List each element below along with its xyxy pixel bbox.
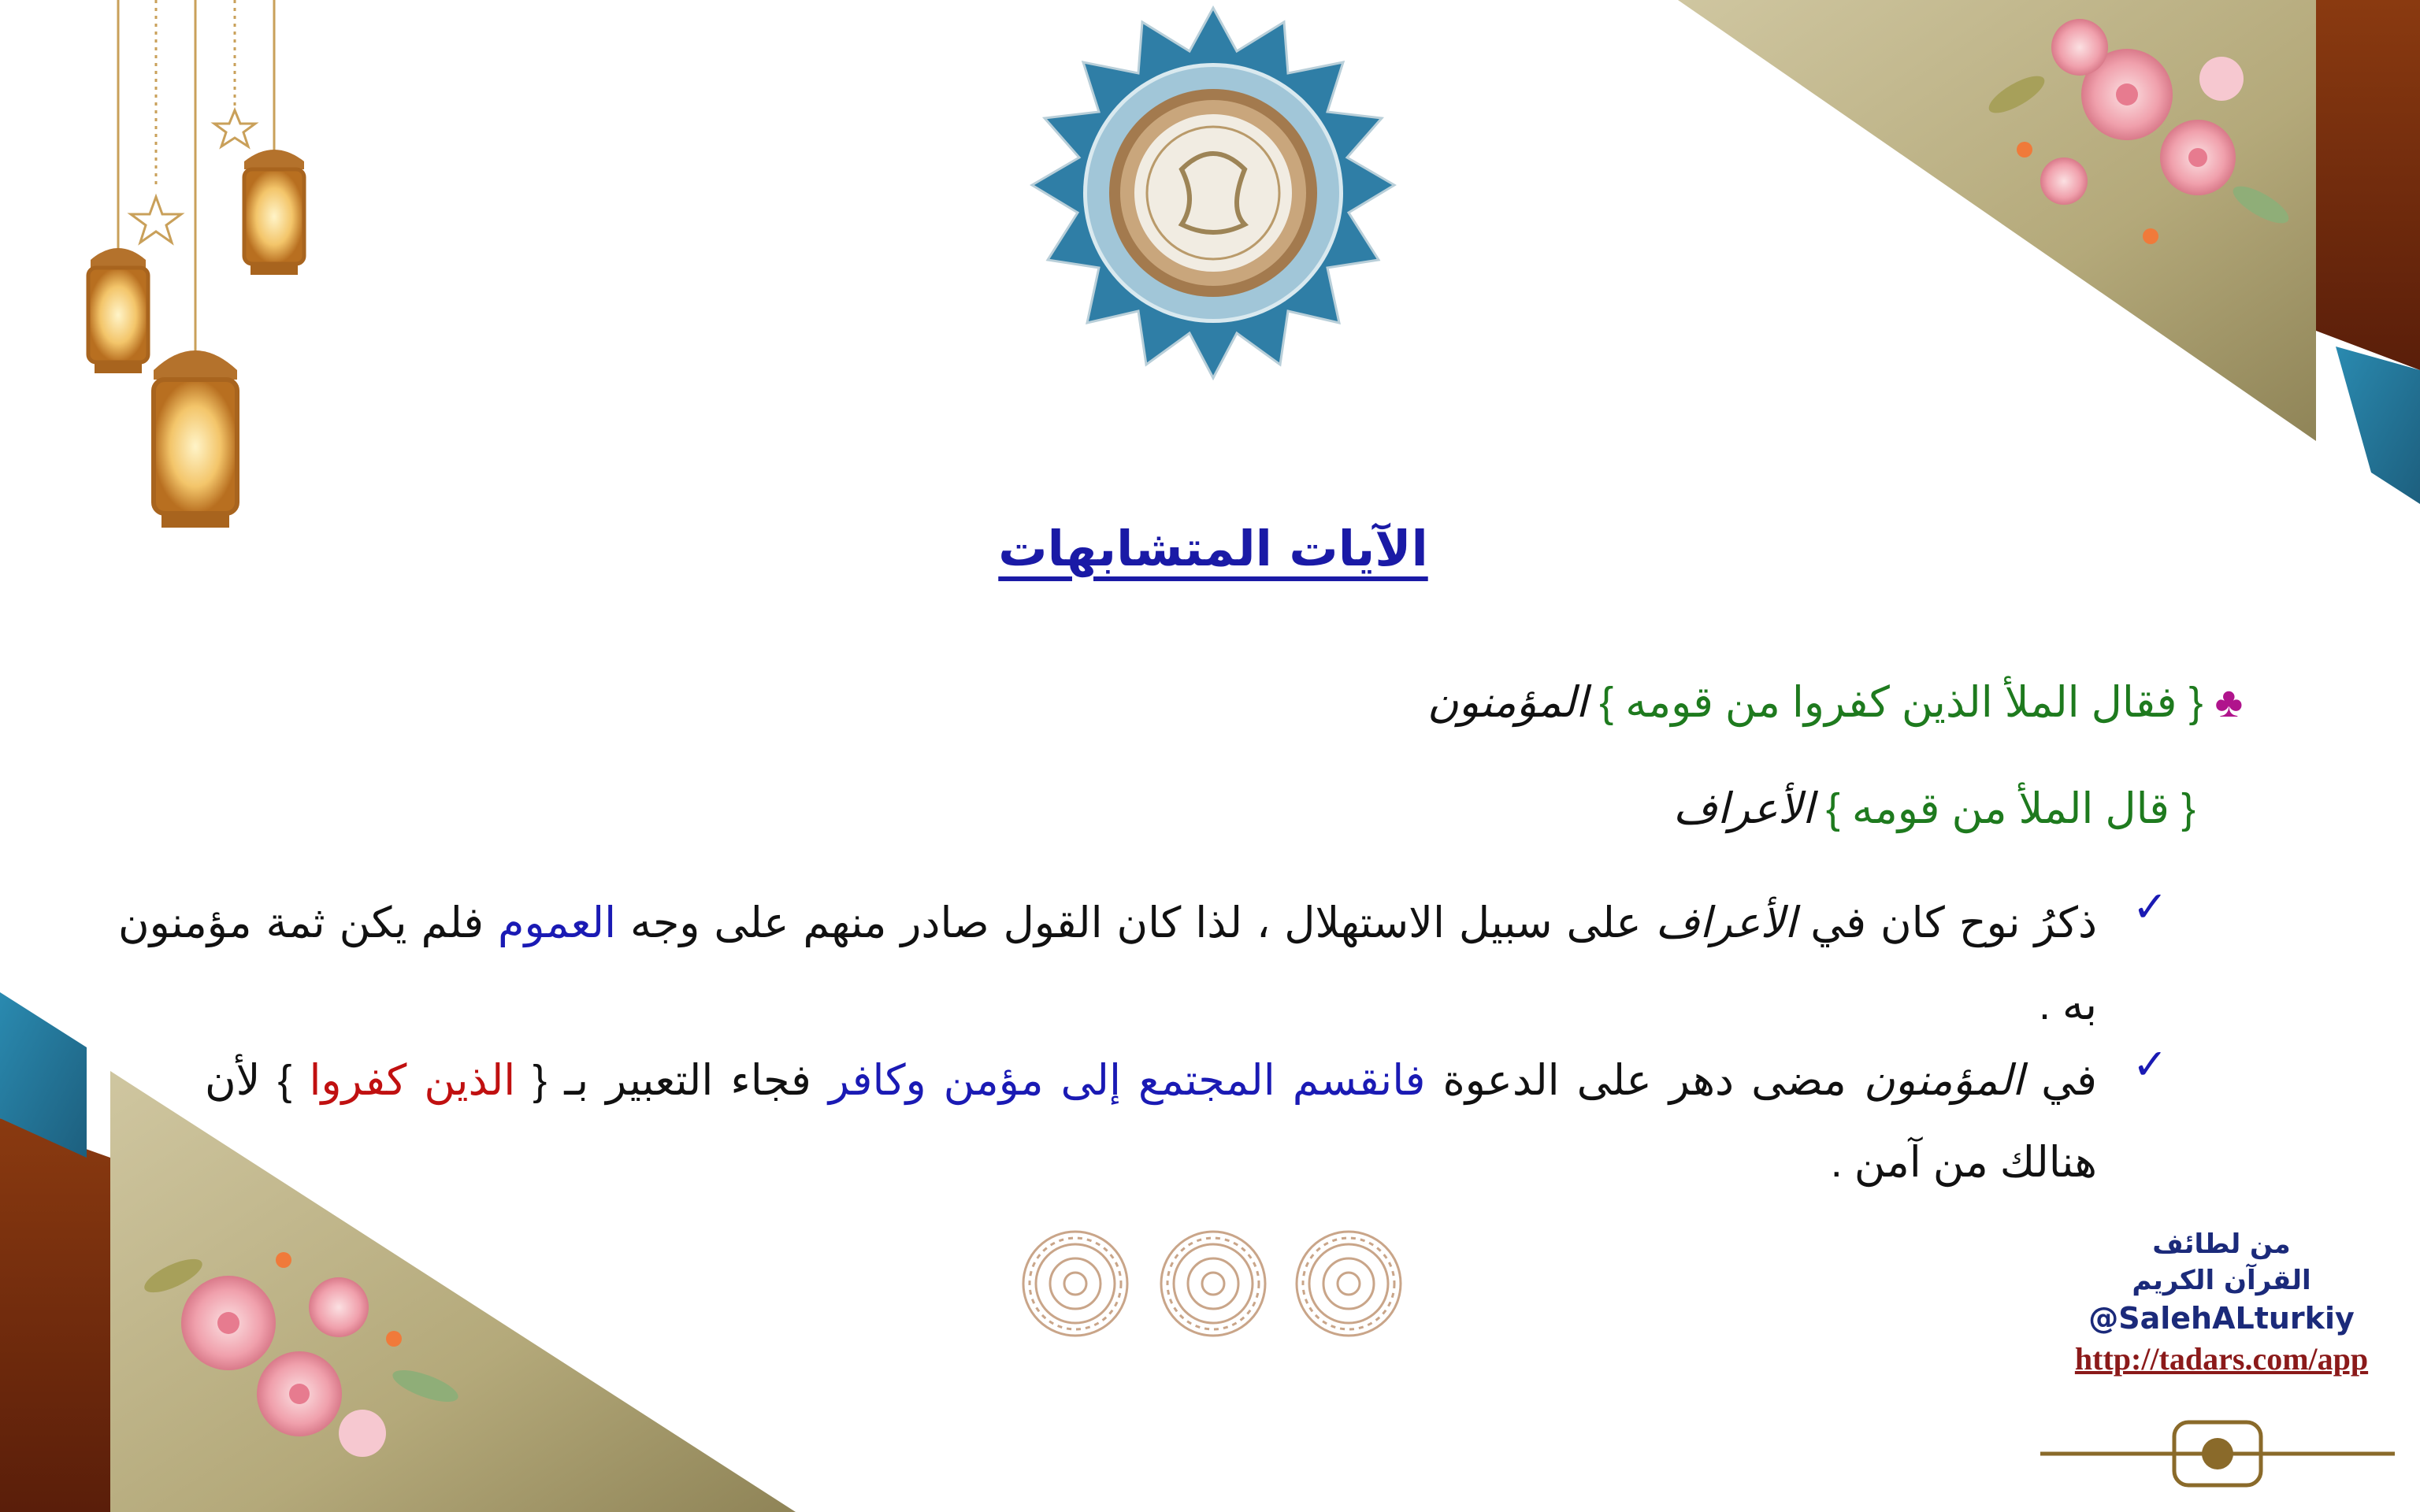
point1-text-c: فلم يكن ثمة مؤمنون به . [118,899,2097,1028]
point1-text-b: على سبيل الاستهلال ، لذا كان القول صادر منهم على وجه [616,899,1656,947]
rosette-ornament-icon [1023,1232,1401,1336]
verse-close-brace: } [1599,679,1614,726]
point2-highlight: فانقسم المجتمع إلى مؤمن وكافر [828,1057,1426,1104]
verse-close-brace: } [1825,785,1840,832]
credits-line-2: القرآن الكريم [2132,1265,2311,1296]
surah-name-1: المؤمنون [1427,679,1588,726]
point1-surah: الأعراف [1655,899,1797,947]
point2-text-b: مضى دهر على الدعوة [1425,1057,1864,1104]
point2-text-a: في [2024,1057,2097,1104]
point2-text-d: } لأن هنالك من آمن . [205,1057,2097,1186]
page-title: الآيات المتشابهات [998,520,1428,577]
point2-quote: الذين كفروا [309,1057,516,1104]
surah-name-2: الأعراف [1673,785,1814,832]
point2-surah: المؤمنون [1863,1057,2025,1104]
explanation-point-2 [205,1040,2097,1203]
explanation-point-1 [118,882,2097,1046]
quran-medallion-logo [1032,8,1394,378]
credits-line-1: من لطائف [2152,1228,2291,1260]
divider-ornament-icon [2040,1422,2395,1485]
verse-open-brace: { [2181,785,2195,832]
club-bullet-icon: ♣ [2214,679,2243,726]
verse-text-2: قال الملأ من قومه [1851,785,2169,832]
point1-highlight: العموم [498,899,617,947]
verse-line-2 [1673,784,2195,833]
twitter-handle[interactable]: @SalehALturkiy [2088,1301,2355,1336]
point1-text-a: ذكرُ نوح كان في [1796,899,2098,947]
credits-block [2048,1228,2395,1377]
top-right-corner-decoration [1678,0,2420,504]
checkmark-icon: ✓ [2132,882,2168,932]
verse-line-1 [1427,677,2243,727]
point2-text-c: فجاء التعبير بـ { [515,1057,829,1104]
verse-open-brace: { [2188,679,2203,726]
website-link[interactable]: http://tadars.com/app [2074,1341,2369,1377]
verse-text-1: فقال الملأ الذين كفروا من قومه [1625,679,2177,726]
checkmark-icon: ✓ [2132,1040,2168,1089]
